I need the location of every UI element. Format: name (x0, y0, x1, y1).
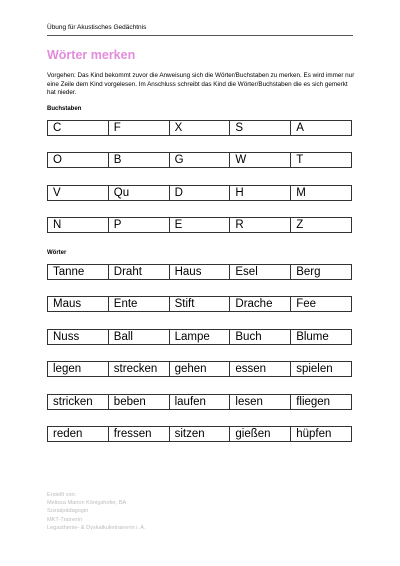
word-cell: reden (53, 428, 83, 440)
letter-cell: D (169, 186, 230, 200)
letter-cell: X (169, 121, 230, 135)
word-cell: Drache (229, 297, 290, 311)
letter-cell: H (229, 186, 290, 200)
letter-cell: Qu (108, 186, 169, 200)
word-cell: Esel (229, 265, 290, 279)
word-cell: laufen (169, 395, 230, 409)
page-header (47, 24, 353, 36)
word-cell: essen (229, 362, 290, 376)
word-cell: Buch (229, 330, 290, 344)
letters-section-label: Buchstaben (47, 106, 82, 112)
letter-cell: V (53, 187, 61, 199)
word-cell: stricken (53, 396, 93, 408)
letters-row (47, 217, 352, 233)
letter-cell: Z (290, 218, 351, 232)
word-cell: lesen (229, 395, 290, 409)
credit-line: Erstellt von: (47, 492, 77, 498)
word-cell: gehen (169, 362, 230, 376)
letter-cell: B (108, 153, 169, 167)
letter-cell: E (169, 218, 230, 232)
header-text: Übung für Akustisches Gedächtnis (47, 24, 147, 31)
letter-cell: M (290, 186, 351, 200)
letter-cell: C (53, 122, 62, 134)
word-cell: hüpfen (290, 427, 351, 441)
words-row (47, 394, 352, 410)
word-cell: Draht (108, 265, 169, 279)
letter-cell: A (290, 121, 351, 135)
letters-row (47, 185, 352, 201)
letter-cell: N (53, 219, 62, 231)
letter-cell: T (290, 153, 351, 167)
word-cell: gießen (229, 427, 290, 441)
words-row (47, 361, 352, 377)
credit-line: Legasthenie- & Dyskalkulietrainerin i. A. (47, 524, 146, 531)
word-cell: Tanne (53, 266, 85, 278)
letter-cell: G (169, 153, 230, 167)
credit-line: MKT-Trainerin (47, 516, 83, 523)
word-cell: Lampe (169, 330, 230, 344)
word-cell: Ball (108, 330, 169, 344)
letter-cell: P (108, 218, 169, 232)
word-cell: Stift (169, 297, 230, 311)
letter-cell: O (53, 154, 62, 166)
credit-line: Melissa Marion Königshofer, BA (47, 500, 127, 507)
words-row (47, 296, 352, 312)
words-row (47, 426, 352, 442)
word-cell: fliegen (290, 395, 351, 409)
letter-cell: R (229, 218, 290, 232)
letters-row (47, 120, 352, 136)
word-cell: Maus (53, 298, 82, 310)
word-cell: Ente (108, 297, 169, 311)
page-title: Wörter merken (47, 48, 136, 62)
letter-cell: S (229, 121, 290, 135)
letter-cell: F (108, 121, 169, 135)
word-cell: fressen (108, 427, 169, 441)
instructions-paragraph: Vorgehen: Das Kind bekommt zuvor die Anweisung sich die Wörter/Buchstaben zu merken. Es wird immer nur eine Zeile dem Kind vorgelesen. Im Anschluss schreibt das Kind die Wörter/Buchstaben die es sich gemerkt hat nieder. (47, 72, 355, 97)
words-row (47, 329, 352, 345)
word-cell: legen (53, 363, 82, 375)
letter-cell: W (229, 153, 290, 167)
word-cell: sitzen (169, 427, 230, 441)
word-cell: spielen (290, 362, 351, 376)
credit-line: Sozialpädagogin (47, 508, 89, 515)
word-cell: beben (108, 395, 169, 409)
word-cell: strecken (108, 362, 169, 376)
words-section-label: Wörter (47, 250, 67, 256)
word-cell: Nuss (53, 331, 80, 343)
word-cell: Haus (169, 265, 230, 279)
word-cell: Blume (290, 330, 351, 344)
words-row (47, 264, 352, 280)
word-cell: Berg (290, 265, 351, 279)
author-credit (47, 491, 146, 532)
letters-row (47, 152, 352, 168)
word-cell: Fee (290, 297, 351, 311)
